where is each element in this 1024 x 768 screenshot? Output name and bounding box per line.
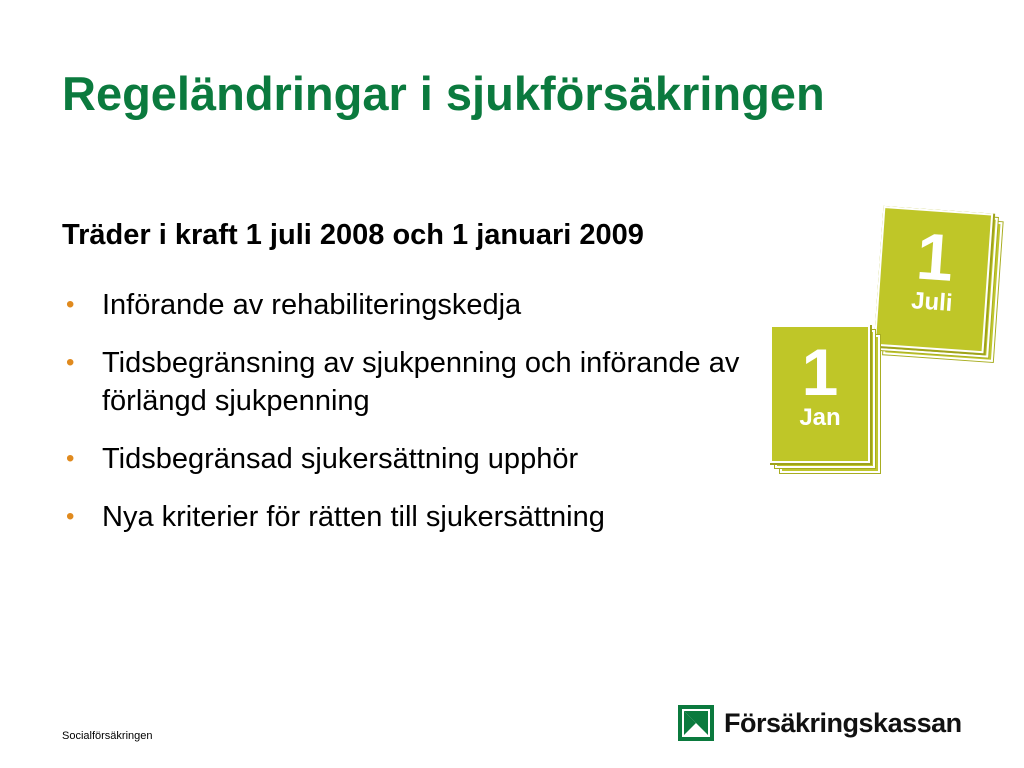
calendar-front-sheet <box>770 325 870 463</box>
slide-title: Regeländringar i sjukförsäkringen <box>62 67 825 120</box>
bullet-icon: • <box>66 503 75 530</box>
bullet-item <box>62 498 822 536</box>
calendar-month: Jan <box>799 404 841 431</box>
calendar-day: 1 <box>914 218 956 295</box>
logo-wordmark: Försäkringskassan <box>724 707 962 738</box>
calendar-icon-juli <box>873 206 1005 366</box>
calendar-month: Juli <box>910 287 954 317</box>
bullet-text: Tidsbegränsad sjukersättning upphör <box>102 443 579 475</box>
forsakringskassan-logo <box>678 703 962 743</box>
bullet-item <box>62 440 822 478</box>
calendar-icon-jan <box>770 325 882 475</box>
bullet-text: Tidsbegränsning av sjukpenning och införande av förlängd sjukpenning <box>102 347 740 417</box>
bullet-item <box>62 286 822 324</box>
bullet-text: Införande av rehabiliteringskedja <box>102 289 522 321</box>
bullet-icon: • <box>66 349 75 376</box>
bullet-icon: • <box>66 291 75 318</box>
footer-label: Socialförsäkringen <box>62 730 153 742</box>
bullet-icon: • <box>66 445 75 472</box>
bullet-item <box>62 344 822 420</box>
bullet-list <box>62 286 822 556</box>
slide-subtitle: Träder i kraft 1 juli 2008 och 1 januari 2009 <box>62 219 644 251</box>
calendar-front-sheet <box>874 206 993 353</box>
bullet-text: Nya kriterier för rätten till sjukersättning <box>102 501 605 533</box>
calendar-day: 1 <box>801 335 839 409</box>
forsakringskassan-logo-icon <box>678 705 714 741</box>
